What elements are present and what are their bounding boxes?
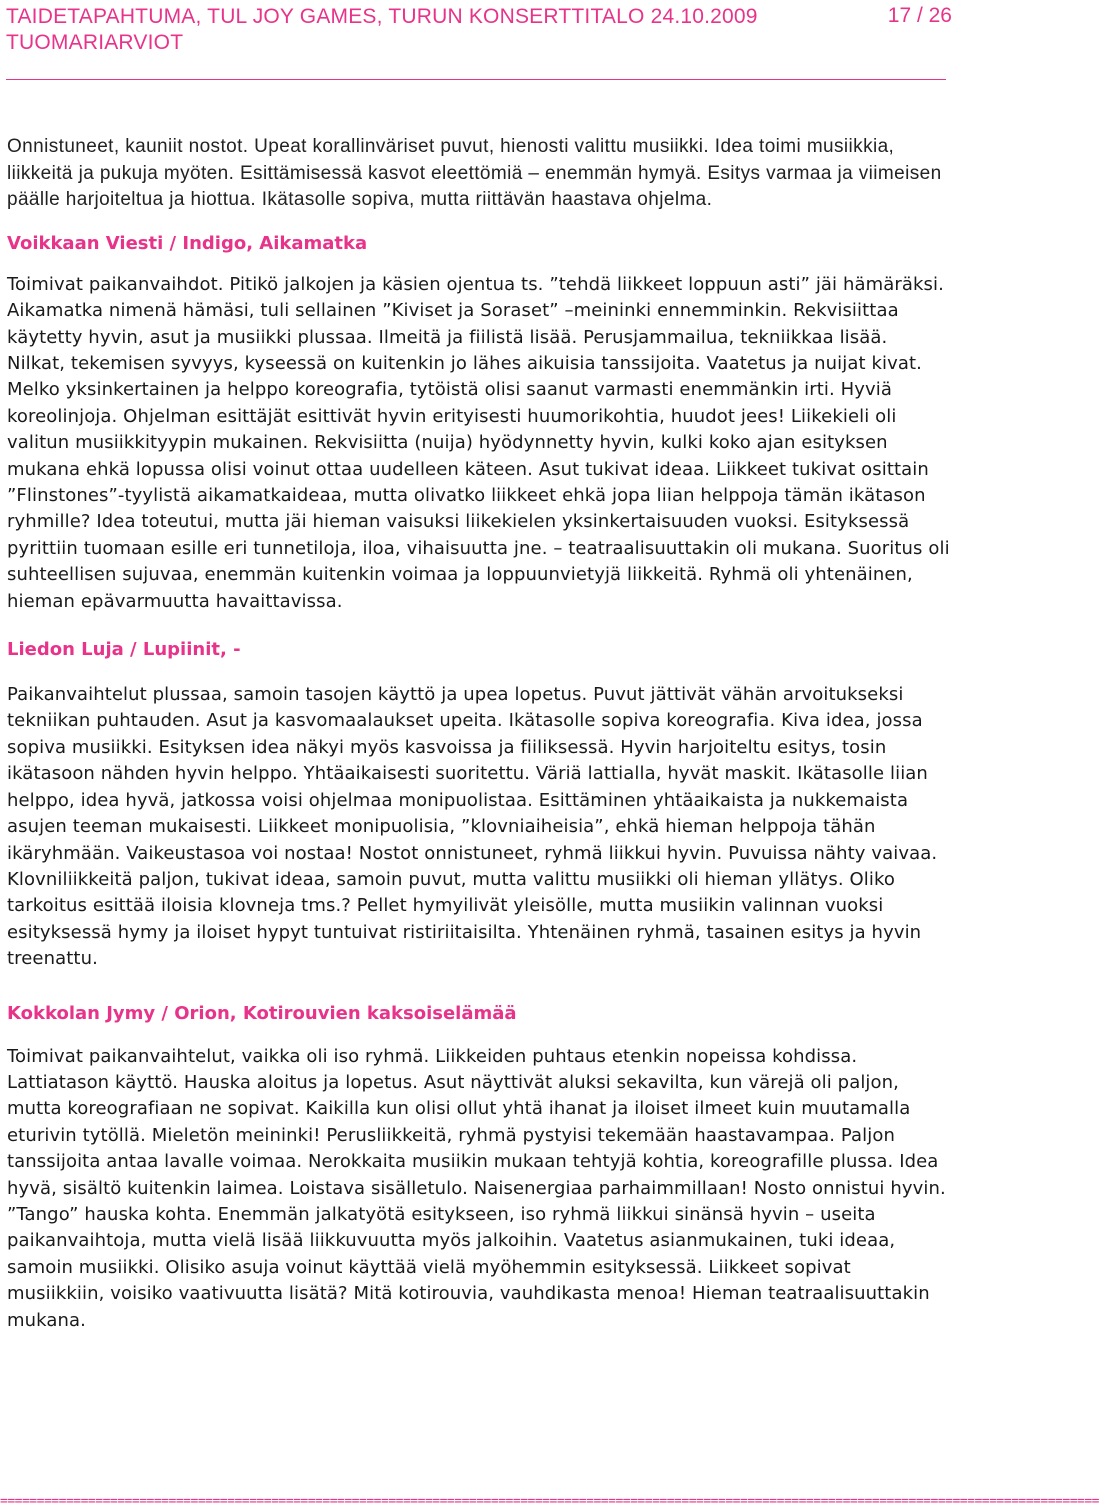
header-divider [6, 79, 946, 80]
section-text-kokkolan-jymy: Toimivat paikanvaihtelut, vaikka oli iso ryhmä. Liikkeiden puhtaus etenkin nopeissa kohdissa. Lattiatason käyttö. Hauska aloitus ja lopetus. Asut näyttivät aluksi sekavilta, kun värejä oli paljon, mutta koreografiaan ne sopivat. Kaikilla kun olisi ollut yhtä ihanat ja iloiset ilmeet kuin muutamalla eturivin tytöllä. Mieletön meininki! Perusliikkeitä, ryhmä pystyisi tekemään haastavampaa. Paljon tanssijoita antaa lavalle voimaa. Nerokkaita musiikin mukaan tehtyjä kohtia, koreografille plussa. Idea hyvä, sisältö kuitenkin laimea. Loistava sisälletulo. Naisenergiaa parhaimmillaan! Nosto onnistui hyvin. ”Tango” hauska kohta. Enemmän jalkatyötä esitykseen, iso ryhmä liikkui sinänsä hyvin – useita paikanvaihtoja, mutta vielä lisää liikkuvuutta myös jalkoihin. Vaatetus asianmukainen, tuki ideaa, samoin musiikki. Olisiko asuja voinut käyttää vielä myöhemmin esityksessä. Liikkeet sopivat musiikkiin, voisiko vaativuutta lisätä? Mitä kotirouvia, vauhdikasta menoa! Hieman teatraalisuuttakin mukana. [7, 1045, 946, 1331]
intro-paragraph: Onnistuneet, kauniit nostot. Upeat korallinväriset puvut, hienosti valittu musiikki. Idea toimi musiikkia, liikkeitä ja pukuja myöten. Esittämisessä kasvot eleettömiä – enemmän hymyä. Esitys varmaa ja viimeisen päälle harjoiteltua ja hiottua. Ikätasolle sopiva, mutta riittävän haastava ohjelma. [7, 136, 942, 211]
header-event-title: TAIDETAPAHTUMA, TUL JOY GAMES, TURUN KONSERTTITALO 24.10.2009 [6, 5, 758, 28]
header-document-title: TUOMARIARVIOT [6, 31, 184, 54]
section-title-voikkaan-viesti: Voikkaan Viesti / Indigo, Aikamatka [7, 232, 368, 254]
section-title-kokkolan-jymy: Kokkolan Jymy / Orion, Kotirouvien kaksoiselämää [7, 1002, 517, 1024]
section-text-liedon-luja: Paikanvaihtelut plussaa, samoin tasojen käyttö ja upea lopetus. Puvut jättivät vähän arvoitukseksi tekniikan puhtauden. Asut ja kasvomaalaukset upeita. Ikätasolle sopiva koreografia. Kiva idea, jossa sopiva musiikki. Esityksen idea näkyi myös kasvoissa ja fiiliksessä. Hyvin harjoiteltu esitys, tosin ikätasoon nähden hyvin helppo. Yhtäaikaisesti suoritettu. Väriä lattialla, hyvät maskit. Ikätasolle liian helppo, idea hyvä, jatkossa voisi ohjelmaa monipuolistaa. Esittäminen yhtäaikaista ja nukkemaista asujen teeman mukaisesti. Liikkeet monipuolisia, ”klovniaiheisia”, ehkä hieman helppoja tähän ikäryhmään. Vaikeustasoa voi nostaa! Nostot onnistuneet, ryhmä liikkui hyvin. Puvuissa nähty vaivaa. Klovniliikkeitä paljon, tukivat ideaa, samoin puvut, mutta valittu musiikki oli hieman yllätys. Oliko tarkoitus esittää iloisia klovneja tms.? Pellet hymyilivät yleisölle, mutta musiikin valinnan vuoksi esityksessä hymy ja iloiset hypyt tuntuivat ristiriitaisilta. Yhtenäinen ryhmä, tasainen esitys ja hyvin treenattu. [7, 684, 938, 970]
document-body [7, 134, 951, 1334]
page-number: 17 / 26 [887, 4, 952, 27]
section-text-voikkaan-viesti: Toimivat paikanvaihdot. Pitikö jalkojen ja käsien ojentua ts. ”tehdä liikkeet loppuun asti” jäi hämäräksi. Aikamatka nimenä hämäsi, tuli sellainen ”Kiviset ja Soraset” –meininki ennemminkin. Rekvisiittaa käytetty hyvin, asut ja musiikki plussaa. Ilmeitä ja fiilistä lisää. Perusjammailua, tekniikkaa lisää. Nilkat, tekemisen syvyys, kyseessä on kuitenkin jo lähes aikuisia tanssijoita. Vaatetus ja nuijat kivat. Melko yksinkertainen ja helppo koreografia, tytöistä olisi saanut varmasti enemmänkin irti. Hyviä koreolinjoja. Ohjelman esittäjät esittivät hyvin erityisesti huumorikohtia, huudot jees! Liikekieli oli valitun musiikkityypin mukainen. Rekvisiitta (nuija) hyödynnetty hyvin, kulki koko ajan esityksen mukana ehkä lopussa olisi voinut ottaa uudelleen käteen. Asut tukivat ideaa. Liikkeet tukivat osittain ”Flinstones”-tyylistä aikamatkaideaa, mutta olivatko liikkeet ehkä jopa liian helppoja tämän ikätason ryhmille? Idea toteutui, mutta jäi hieman vaisuksi liikekielen yksinkertaisuuden vuoksi. Esityksessä pyrittiin tuomaan esille eri tunnetiloja, iloa, vihaisuutta jne. – teatraalisuuttakin oli mukana. Suoritus oli suhteellisen sujuvaa, enemmän kuitenkin voimaa ja loppuunvietyjä liikkeitä. Ryhmä oli yhtenäinen, hieman epävarmuutta havaittavissa. [7, 273, 950, 612]
footer-divider: ====================================================================================================================================================== [0, 1494, 1099, 1509]
page-header [6, 4, 952, 56]
section-title-liedon-luja: Liedon Luja / Lupiinit, - [7, 639, 241, 661]
